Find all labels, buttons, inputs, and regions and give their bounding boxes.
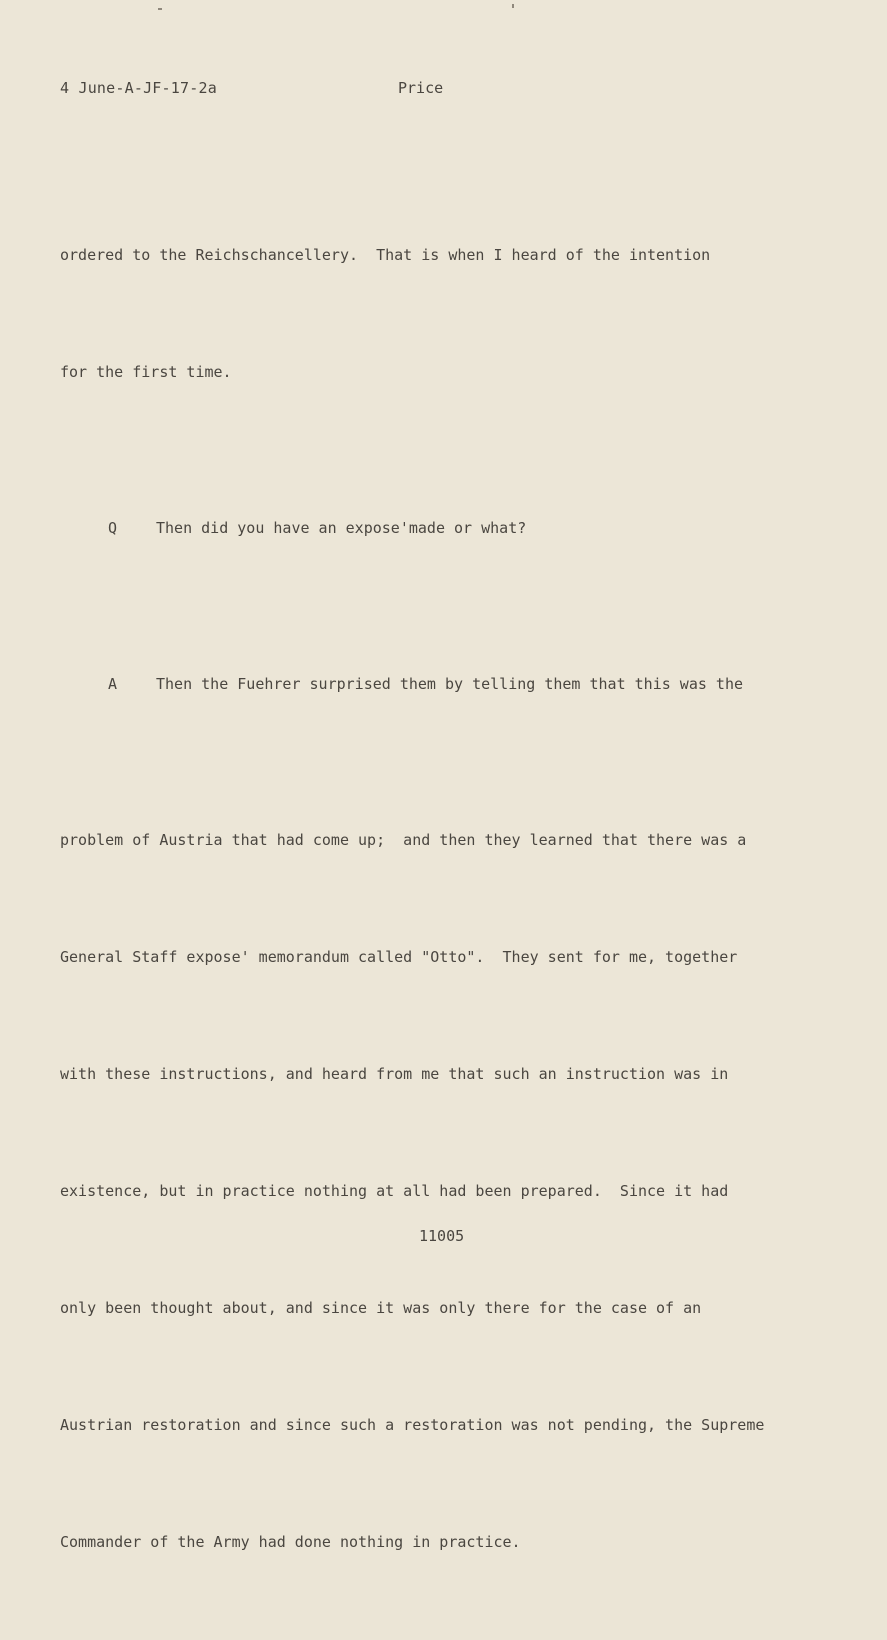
transcript-line: Commander of the Army had done nothing in practice. [60, 1533, 521, 1551]
answer-line [60, 665, 820, 704]
transcript-line: for the first time. [60, 363, 232, 381]
transcript-body [60, 158, 820, 1640]
answer-text: Then the Fuehrer surprised them by telling them that this was the [156, 675, 743, 693]
question-text: Then did you have an expose'made or what? [156, 519, 527, 537]
transcript-line: with these instructions, and heard from me that such an instruction was in [60, 1065, 729, 1083]
answer-marker: A [108, 675, 118, 693]
transcript-line: problem of Austria that had come up; and then they learned that there was a [60, 831, 747, 849]
question-line [60, 509, 820, 548]
transcript-line: Austrian restoration and since such a restoration was not pending, the Supreme [60, 1416, 765, 1434]
top-edge-mark [158, 8, 162, 10]
top-edge-mark [512, 4, 514, 8]
question-marker: Q [108, 519, 118, 537]
witness-name: Price [398, 79, 444, 97]
transcript-line: General Staff expose' memorandum called "Otto". They sent for me, together [60, 948, 738, 966]
document-id: 4 June-A-JF-17-2a [60, 79, 217, 97]
transcript-line: ordered to the Reichschancellery. That is when I heard of the intention [60, 246, 711, 264]
page-number: 11005 [419, 1227, 465, 1245]
transcript-line: only been thought about, and since it was only there for the case of an [60, 1299, 702, 1317]
transcript-line: existence, but in practice nothing at all had been prepared. Since it had [60, 1182, 729, 1200]
